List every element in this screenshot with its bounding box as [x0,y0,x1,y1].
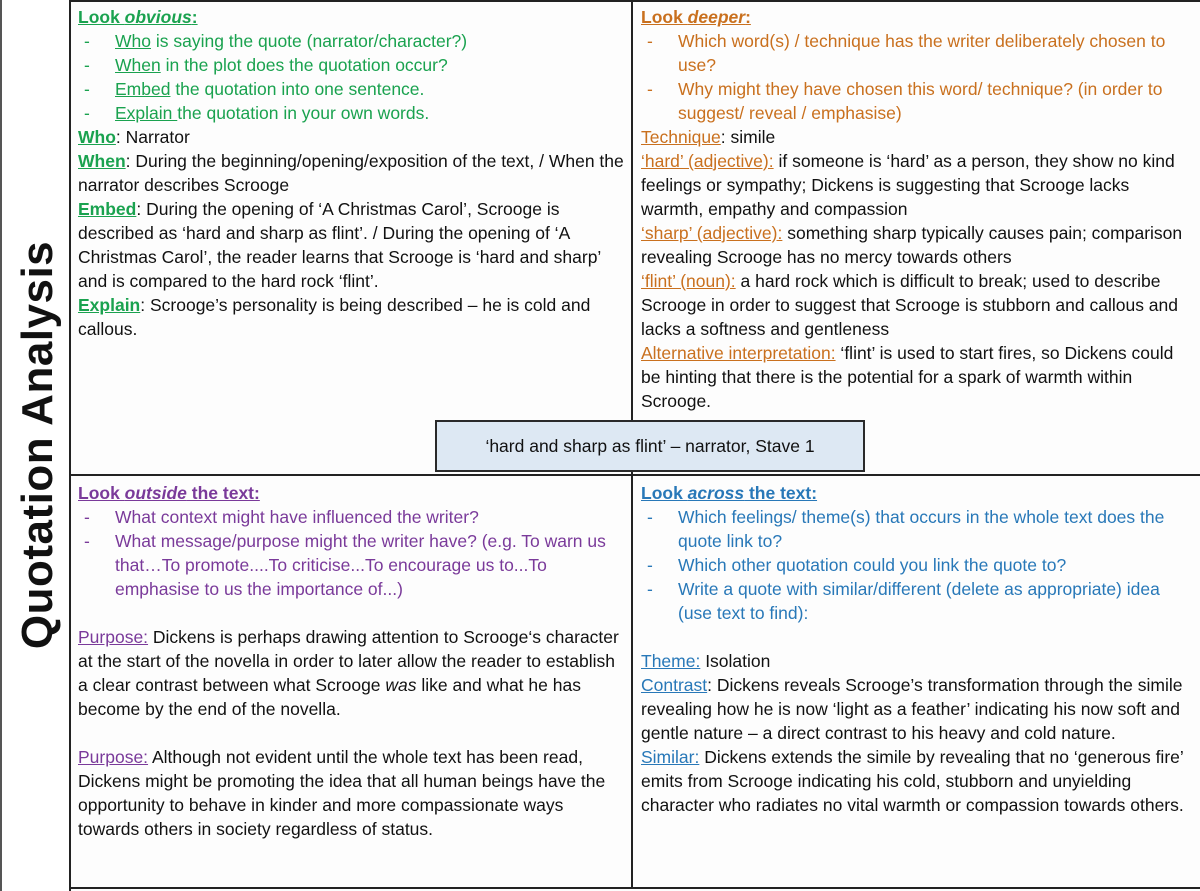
bottom-border [70,887,1200,889]
prompt-item: - Explain the quotation in your own words. [78,101,626,125]
prompt-item: - Which other quotation could you link the quote to? [641,553,1193,577]
answer-purpose: Purpose: Although not evident until the whole text has been read, Dickens might be promoting the idea that all human beings have the opportunity to behave in kinder and more compassionate ways towards others in society regardless of status. [78,747,606,839]
prompt-item: - What context might have influenced the writer? [78,505,626,529]
prompt-item: - Embed the quotation into one sentence. [78,77,626,101]
answer-contrast: Contrast: Dickens reveals Scrooge’s transformation through the simile revealing how he is now ‘light as a feather’ indicating his now soft and gentle nature – a direct contrast to his heavy and cold nature. [641,675,1183,743]
prompt-list [78,505,626,601]
answer-flint: ‘flint’ (noun): a hard rock which is difficult to break; used to describe Scrooge in order to suggest that Scrooge is stubborn and callous and lacks a softness and gentleness [641,271,1179,339]
panel-look-deeper [641,5,1193,413]
quote-box [435,420,865,472]
answer-embed: Embed: During the opening of ‘A Christmas Carol’, Scrooge is described as ‘hard and sharp as flint’. / During the opening of ‘A Christmas Carol’, the reader learns that Scrooge is ‘hard and sharp’ and is compared to the hard rock ‘flint’. [78,199,601,291]
side-title: Quotation Analysis [13,240,62,650]
prompt-item: - Which feelings/ theme(s) that occurs in the whole text does the quote link to? [641,505,1193,553]
answer-hard: ‘hard’ (adjective): if someone is ‘hard’ as a person, they show no kind feelings or sympathy; Dickens is suggesting that Scrooge lacks warmth, empathy and compassion [641,151,1175,219]
top-border [70,0,1200,2]
side-title-strip [0,0,70,891]
prompt-item: - Which word(s) / technique has the writer deliberately chosen to use? [641,29,1193,77]
panel-heading: Look obvious: [78,7,198,27]
prompt-list [78,29,626,125]
answer-purpose: Purpose: Dickens is perhaps drawing attention to Scrooge‘s character at the start of the novella in order to later allow the reader to establish a clear contrast between what Scrooge was like and what he has become by the end of the novella. [78,627,619,719]
answer-technique: Technique: simile [641,127,776,147]
panel-look-obvious [78,5,626,341]
answer-similar: Similar: Dickens extends the simile by revealing that no ‘generous fire’ emits from Scrooge indicating his cold, stubborn and unyielding character who radiates no vital warmth or compassion towards others. [641,747,1184,815]
answer-alternative: Alternative interpretation: ‘flint’ is used to start fires, so Dickens could be hinting that there is the potential for a spark of warmth within Scrooge. [641,343,1174,411]
answer-who: Who: Narrator [78,127,190,147]
answer-explain: Explain: Scrooge’s personality is being described – he is cold and callous. [78,295,591,339]
answer-theme: Theme: Isolation [641,651,771,671]
panel-heading: Look deeper: [641,7,751,27]
panel-heading: Look across the text: [641,483,818,503]
panel-look-across [641,481,1193,817]
left-border [69,0,71,891]
prompt-item: - Why might they have chosen this word/ technique? (in order to suggest/ reveal / emphasise) [641,77,1193,125]
prompt-item: - When in the plot does the quotation occur? [78,53,626,77]
panel-look-outside [78,481,626,841]
horizontal-divider [70,474,1200,476]
prompt-item: - Write a quote with similar/different (delete as appropriate) idea (use text to find): [641,577,1193,625]
answer-when: When: During the beginning/opening/exposition of the text, / When the narrator describes Scrooge [78,151,624,195]
prompt-item: - Who is saying the quote (narrator/character?) [78,29,626,53]
panel-heading: Look outside the text: [78,483,260,503]
prompt-list [641,29,1193,125]
prompt-item: - What message/purpose might the writer have? (e.g. To warn us that…To promote....To criticise...To encourage us to...To emphasise to us the importance of...) [78,529,626,601]
answer-sharp: ‘sharp’ (adjective): something sharp typically causes pain; comparison revealing Scrooge has no mercy towards others [641,223,1183,267]
quote-text: ‘hard and sharp as flint’ – narrator, Stave 1 [485,435,815,456]
prompt-list [641,505,1193,625]
